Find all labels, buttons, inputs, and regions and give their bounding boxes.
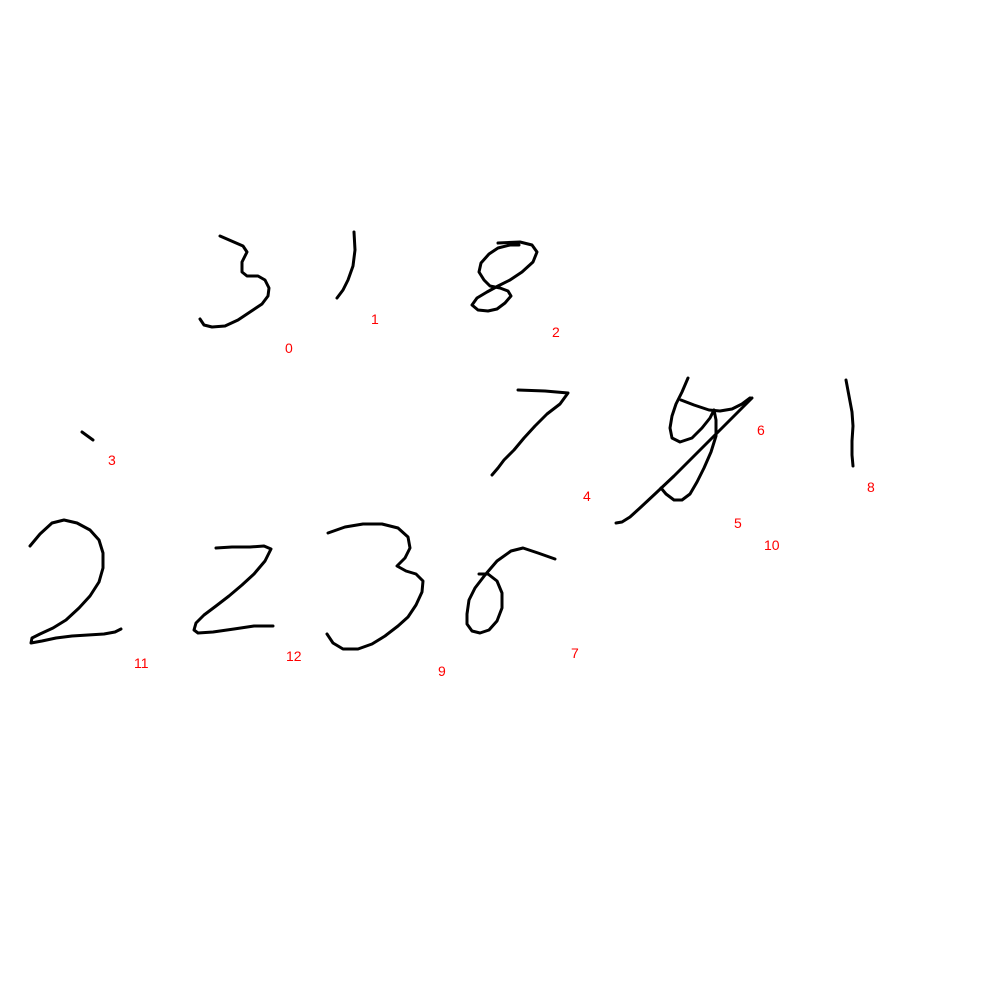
stroke-label-7: 7 — [571, 645, 579, 661]
stroke-8 — [846, 380, 853, 466]
stroke-7 — [467, 548, 555, 633]
stroke-label-1: 1 — [371, 311, 379, 327]
stroke-3 — [82, 432, 93, 440]
stroke-label-4: 4 — [583, 488, 591, 504]
stroke-label-10: 10 — [764, 537, 780, 553]
stroke-label-8: 8 — [867, 479, 875, 495]
stroke-1 — [337, 232, 355, 298]
stroke-label-12: 12 — [286, 648, 302, 664]
stroke-label-11: 11 — [134, 655, 149, 671]
stroke-label-9: 9 — [438, 663, 446, 679]
stroke-label-6: 6 — [757, 422, 765, 438]
stroke-label-5: 5 — [734, 515, 742, 531]
stroke-label-2: 2 — [552, 324, 560, 340]
stroke-label-3: 3 — [108, 452, 116, 468]
stroke-label-0: 0 — [285, 340, 293, 356]
stroke-0 — [200, 236, 269, 327]
stroke-4 — [492, 390, 568, 475]
stroke-10 — [616, 398, 752, 523]
stroke-12 — [194, 546, 273, 633]
stroke-11 — [30, 520, 121, 643]
stroke-9 — [327, 524, 423, 649]
stroke-2 — [472, 242, 537, 311]
